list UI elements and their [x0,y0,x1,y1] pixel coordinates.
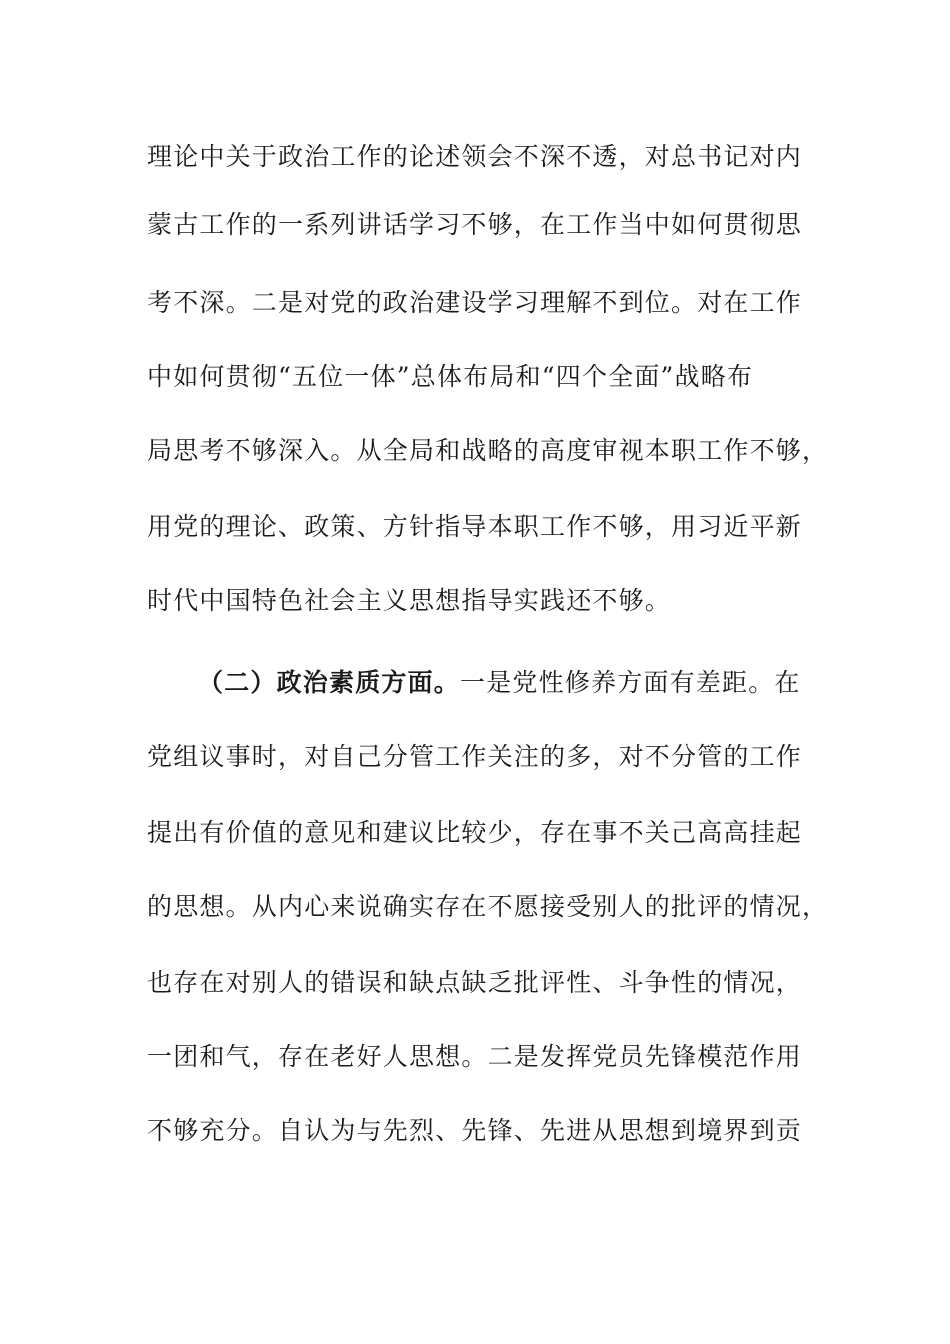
paragraph-2-line-3: 提出有价值的意见和建议比较少，存在事不关己高高挂起 [147,818,803,847]
paragraph-2-first-line [198,666,801,700]
paragraph-2-line-7: 不够充分。自认为与先烈、先锋、先进从思想到境界到贡 [147,1116,803,1145]
section-heading: （二）政治素质方面。 [198,668,461,697]
paragraph-1-line-4: 中如何贯彻“五位一体”总体布局和“四个全面”战略布 [147,362,754,391]
paragraph-1-line-5: 局思考不够深入。从全局和战略的高度审视本职工作不够， [147,436,829,465]
paragraph-1-line-2: 蒙古工作的一系列讲话学习不够，在工作当中如何贯彻思 [147,210,803,239]
paragraph-1-line-3: 考不深。二是对党的政治建设学习理解不到位。对在工作 [147,288,803,317]
paragraph-1-line-7: 时代中国特色社会主义思想指导实践还不够。 [147,586,672,615]
paragraph-1-line-1: 理论中关于政治工作的论述领会不深不透，对总书记对内 [147,142,803,171]
paragraph-2-line-6: 一团和气，存在老好人思想。二是发挥党员先锋模范作用 [147,1042,803,1071]
paragraph-2-line-5: 也存在对别人的错误和缺点缺乏批评性、斗争性的情况， [147,968,803,997]
paragraph-2-line-2: 党组议事时，对自己分管工作关注的多，对不分管的工作 [147,742,803,771]
paragraph-1-line-6: 用党的理论、政策、方针指导本职工作不够，用习近平新 [147,512,803,541]
paragraph-2-line-1-rest: 一是党性修养方面有差距。在 [460,668,801,697]
paragraph-2-line-4: 的思想。从内心来说确实存在不愿接受别人的批评的情况， [147,892,829,921]
